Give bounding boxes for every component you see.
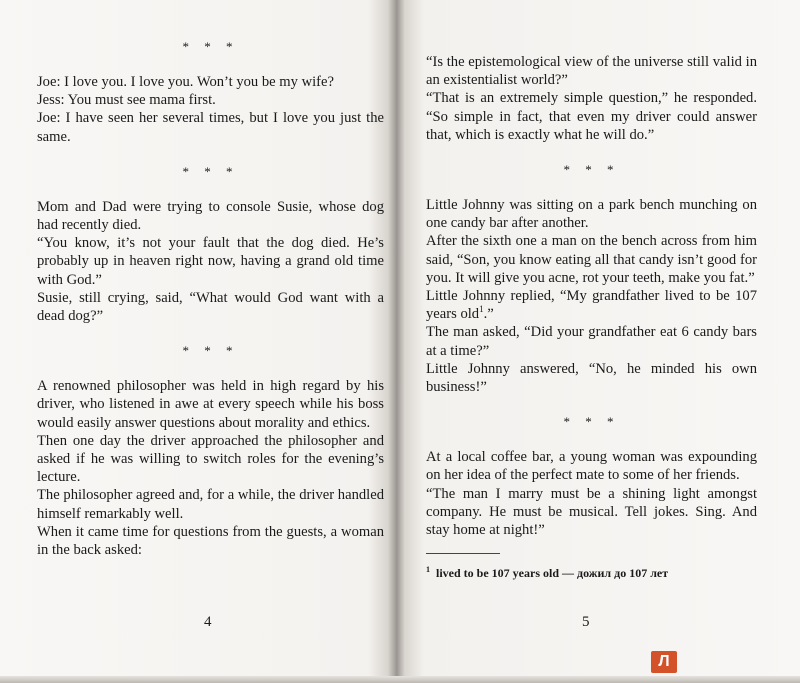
left-page xyxy=(0,0,399,683)
footnote-english: lived to be 107 years old — xyxy=(436,566,574,581)
footnote-mark: 1 xyxy=(426,565,430,575)
paragraph: Mom and Dad were trying to console Susie, whose dog had recently died. xyxy=(37,198,384,234)
paragraph-text: .” xyxy=(483,306,494,323)
paragraph: Joe: I have seen her several times, but I love you just the same. xyxy=(37,110,384,145)
paragraph: Susie, still crying, said, “What would God want with a dead dog?” xyxy=(37,289,384,325)
section-separator: * * * xyxy=(182,39,239,54)
paragraph: “You know, it’s not your fault that the dog died. He’s probably up in heaven right now, having a grand old time with God.” xyxy=(37,235,384,288)
paragraph: Then one day the driver approached the philosopher and asked if he was willing to switch roles for the evening’s lecture. xyxy=(37,432,384,486)
footnote-reference: 1 xyxy=(479,304,484,315)
footnote-divider xyxy=(426,553,500,554)
paragraph: After the sixth one a man on the bench across from him said, “Son, you know eating all that candy isn’t good for you. It will give you acne, rot your teeth, make you fat.” xyxy=(426,233,757,286)
paragraph: “The man I marry must be a shining light amongst company. He must be musical. Tell jokes. Sing. And stay home at night!” xyxy=(426,485,757,539)
paragraph: Joe: I love you. I love you. Won’t you be my wife? xyxy=(37,74,334,90)
section-separator: * * * xyxy=(182,343,239,359)
right-page-text xyxy=(426,53,757,581)
right-page xyxy=(401,0,800,683)
paragraph xyxy=(426,287,757,323)
footnote-russian: дожил до 107 лет xyxy=(577,566,669,581)
footnote xyxy=(426,562,757,581)
paragraph: “Is the epistemological view of the universe still valid in an existentialist world?” xyxy=(426,54,757,89)
publisher-logo-icon: Л xyxy=(651,651,677,673)
paragraph: The man asked, “Did your grandfather eat 6 candy bars at a time?” xyxy=(426,324,757,359)
paragraph: Little Johnny was sitting on a park bench munching on one candy bar after another. xyxy=(426,197,757,232)
section-separator: * * * xyxy=(182,163,239,179)
paragraph-text: Little Johnny replied, “My grandfather lived to be 107 years old xyxy=(426,288,757,323)
paragraph: Jess: You must see mama first. xyxy=(37,92,216,109)
paragraph: At a local coffee bar, a young woman was expounding on her idea of the perfect mate to some of her friends. xyxy=(426,449,757,484)
paragraph: “That is an extremely simple question,” he responded. “So simple in fact, that even my driver could answer that, which is exactly what he will do.” xyxy=(426,90,757,143)
page-number: 4 xyxy=(204,614,212,630)
section-separator: * * * xyxy=(563,414,620,430)
paragraph: A renowned philosopher was held in high regard by his driver, who listened in awe at every speech while his boss would easily answer questions about morality and ethics. xyxy=(37,378,384,431)
paragraph: The philosopher agreed and, for a while, the driver handled himself remarkably well. xyxy=(37,487,384,522)
paragraph: Little Johnny answered, “No, he minded his own business!” xyxy=(426,360,757,396)
section-separator: * * * xyxy=(563,162,620,178)
left-page-text xyxy=(37,38,384,559)
page-edge xyxy=(0,676,800,683)
page-number: 5 xyxy=(582,614,590,630)
paragraph: When it came time for questions from the guests, a woman in the back asked: xyxy=(37,523,384,559)
